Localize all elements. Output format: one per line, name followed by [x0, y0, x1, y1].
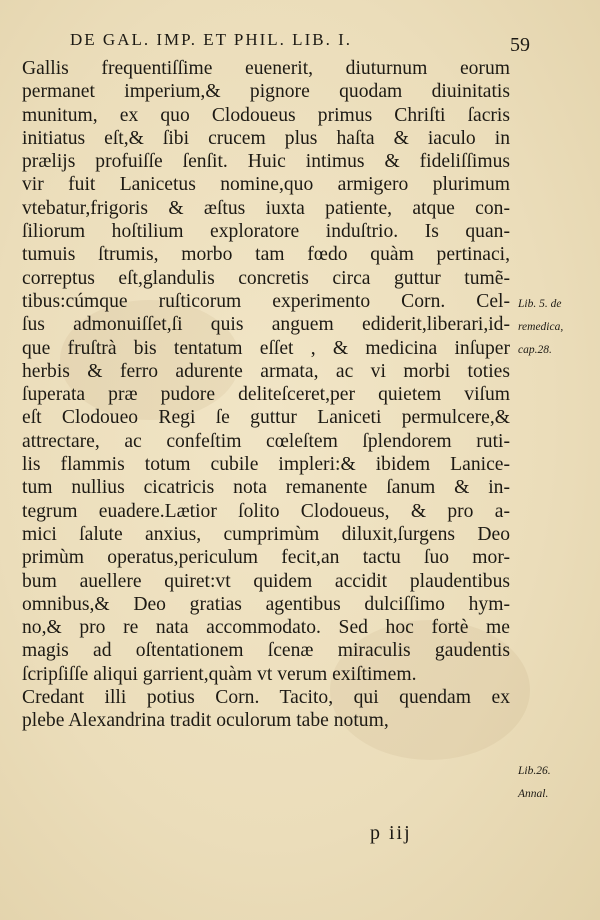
text-line: omnibus,& Deo gratias agentibus dulciſſimo hym- — [22, 593, 510, 615]
text-line: plebe Alexandrina tradit oculorum tabe notum, — [22, 710, 389, 732]
text-line: bum auellere quiret:vt quidem accidit plaudentibus — [22, 570, 510, 592]
text-line: no,& pro re nata accommodato. Sed hoc fortè me — [22, 617, 510, 639]
text-line: lis flammis totum cubile impleri:& ibidem Lanice- — [22, 454, 510, 476]
text-line: initiatus eſt,& ſibi crucem plus haſta & iaculo in — [22, 127, 510, 149]
text-line: attrectare, ac confeſtim cœleſtem ſplendorem ruti- — [22, 430, 510, 452]
margin-note-ref: Lib. 5. de — [518, 298, 562, 310]
page-number: 59 — [510, 34, 530, 56]
text-line: mici ſalute anxius, cumprimùm diluxit,ſurgens Deo — [22, 523, 510, 545]
text-line: Gallis frequentiſſime euenerit, diuturnum eorum — [22, 58, 510, 79]
text-line: ſcripſiſſe aliqui garrient,quàm vt verum exiſtimem. — [22, 663, 417, 685]
signature-mark: p iij — [370, 822, 412, 844]
text-line: tumuis ſtrumis, morbo tam fœdo quàm pertinaci, — [22, 244, 510, 266]
text-line: magis ad oſtentationem ſcenæ miraculis gaudentis — [22, 640, 510, 662]
text-line: ſuperata præ pudore deliteſceret,per quietem viſum — [22, 384, 510, 406]
margin-note-ref: Lib.26. — [518, 765, 551, 777]
text-line: tegrum euadere.Lætior ſolito Clodoueus, & pro a- — [22, 500, 510, 522]
text-line: prælijs profuiſſe ſenſit. Huic intimus & fideliſſimus — [22, 151, 510, 173]
text-line: correptus eſt,glandulis concretis circa guttur tumẽ- — [22, 267, 510, 289]
margin-note-ref: Annal. — [518, 788, 549, 800]
text-line: munitum, ex quo Clodoueus primus Chriſti ſacris — [22, 104, 510, 126]
margin-note-ref: cap.28. — [518, 344, 552, 356]
text-line: vtebatur,frigoris & æſtus iuxta patiente, atque con- — [22, 197, 510, 219]
margin-note-ref: remedica, — [518, 321, 564, 333]
text-line: que fruſtrà bis tentatum eſſet , & medicina inſuper — [22, 337, 510, 359]
running-head: DE GAL. IMP. ET PHIL. LIB. I. — [70, 30, 352, 49]
text-line: permanet imperium,& pignore quodam diuinitatis — [22, 81, 510, 103]
text-line: tum nullius cicatricis nota remanente ſanum & in- — [22, 477, 510, 499]
text-line: herbis & ferro adurente armata, ac vi morbi toties — [22, 360, 510, 382]
text-line: tibus:cúmque ruſticorum experimento Corn. Cel- — [22, 290, 510, 312]
body-text — [22, 57, 564, 800]
text-line: ſus admonuiſſet,ſi quis anguem ediderit,liberari,id- — [22, 314, 510, 336]
text-line: ſiliorum hoſtilium exploratore induſtrio. Is quan- — [22, 221, 510, 243]
text-line: eſt Clodoueo Regi ſe guttur Laniceti permulcere,& — [22, 407, 510, 429]
page-header — [70, 30, 530, 56]
text-line: primùm operatus,periculum fecit,an tactu ſuo mor- — [22, 547, 510, 569]
text-line: vir fuit Lanicetus nomine,quo armigero plurimum — [22, 174, 510, 196]
text-line: Credant illi potius Corn. Tacito, qui quendam ex — [22, 687, 510, 709]
